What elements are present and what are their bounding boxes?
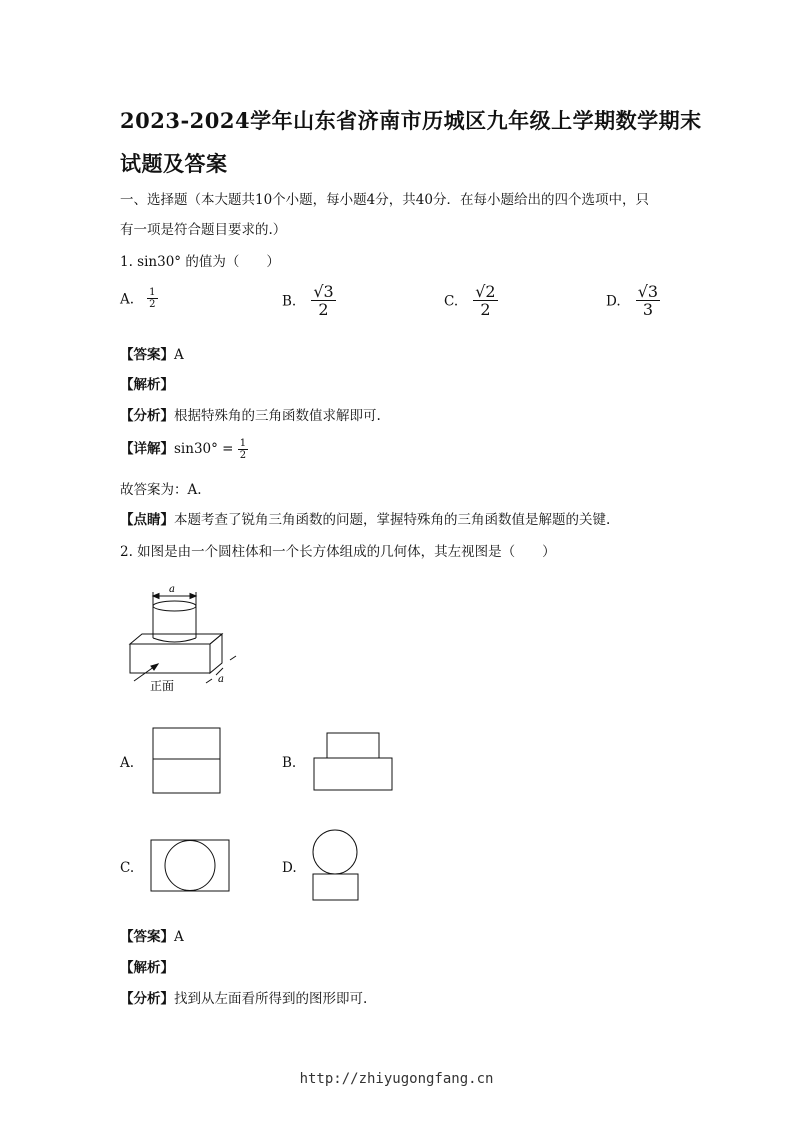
- fenxi-text: 根据特殊角的三角函数值求解即可.: [174, 408, 381, 424]
- dim-label-top: a: [169, 584, 175, 595]
- denominator: 2: [239, 449, 247, 461]
- answer-tag: 【答案】: [120, 347, 174, 363]
- page-title-line2: 试题及答案: [120, 151, 228, 176]
- detail-tag: 【详解】: [120, 441, 174, 457]
- section-heading-cont: 有一项是符合题目要求的.）: [120, 222, 287, 238]
- q2-option-d-figure: [310, 828, 362, 902]
- option-label: C.: [444, 293, 459, 310]
- numerator: 1: [239, 437, 247, 449]
- option-label: D.: [606, 293, 621, 310]
- q2-option-a-label: A.: [120, 755, 135, 771]
- footer-url[interactable]: http://zhiyugongfang.cn: [299, 1071, 494, 1087]
- page-title-line1: 2023-2024学年山东省济南市历城区九年级上学期数学期末: [120, 108, 702, 133]
- numerator: √2: [475, 282, 496, 301]
- q2-stem: 2. 如图是由一个圆柱体和一个长方体组成的几何体，其左视图是（ ）: [120, 544, 556, 560]
- numerator: √3: [637, 282, 659, 301]
- fraction: [636, 284, 660, 318]
- q2-option-c-label: C.: [120, 860, 135, 876]
- q1-option-d: [606, 284, 660, 318]
- denominator: 2: [318, 300, 329, 319]
- answer-value: A: [174, 929, 184, 945]
- comment-tag: 【点睛】: [120, 512, 174, 528]
- q1-analysis-tag: 【解析】: [120, 377, 174, 393]
- fraction: [473, 284, 497, 318]
- answer-value: A: [174, 347, 184, 363]
- q2-answer: [120, 925, 184, 945]
- q1-detail: [120, 437, 248, 461]
- answer-tag: 【答案】: [120, 929, 174, 945]
- fraction: [311, 284, 335, 318]
- q2-analysis-tag: 【解析】: [120, 960, 174, 976]
- fraction: [238, 439, 248, 461]
- solid-figure: [120, 580, 250, 695]
- q2-option-d-label: D.: [282, 860, 297, 876]
- q1-stem: 1. sin30° 的值为（ ）: [120, 254, 280, 270]
- q1-comment: [120, 508, 610, 528]
- fenxi-text: 找到从左面看所得到的图形即可.: [174, 991, 368, 1007]
- q2-option-a-figure: [150, 727, 222, 795]
- denominator: 2: [480, 300, 491, 319]
- detail-text: sin30° =: [174, 441, 234, 457]
- option-label: B.: [282, 293, 297, 310]
- front-label: 正面: [150, 679, 175, 693]
- q2-option-c-figure: [148, 838, 232, 894]
- numerator: √3: [313, 282, 334, 301]
- q2-option-b-figure: [312, 731, 396, 793]
- comment-text: 本题考查了锐角三角函数的问题，掌握特殊角的三角函数值是解题的关键.: [174, 512, 611, 528]
- q1-option-a: [120, 288, 158, 310]
- section-heading: 一、选择题（本大题共10个小题，每小题4分，共40分．在每小题给出的四个选项中，只: [120, 192, 649, 208]
- dim-label-side: a: [218, 674, 224, 685]
- fraction: [147, 288, 157, 310]
- q1-answer: [120, 343, 184, 363]
- fenxi-tag: 【分析】: [120, 408, 174, 424]
- q1-option-c: [444, 284, 498, 318]
- q1-option-b: [282, 284, 336, 318]
- q1-fenxi: [120, 404, 381, 424]
- q2-option-b-label: B.: [282, 755, 297, 771]
- denominator: 3: [642, 300, 654, 319]
- denominator: 2: [149, 299, 156, 310]
- option-label: A.: [120, 291, 135, 308]
- numerator: 1: [149, 287, 156, 298]
- q1-conclusion: 故答案为：A.: [120, 482, 202, 498]
- fenxi-tag: 【分析】: [120, 991, 174, 1007]
- q2-fenxi: [120, 987, 367, 1007]
